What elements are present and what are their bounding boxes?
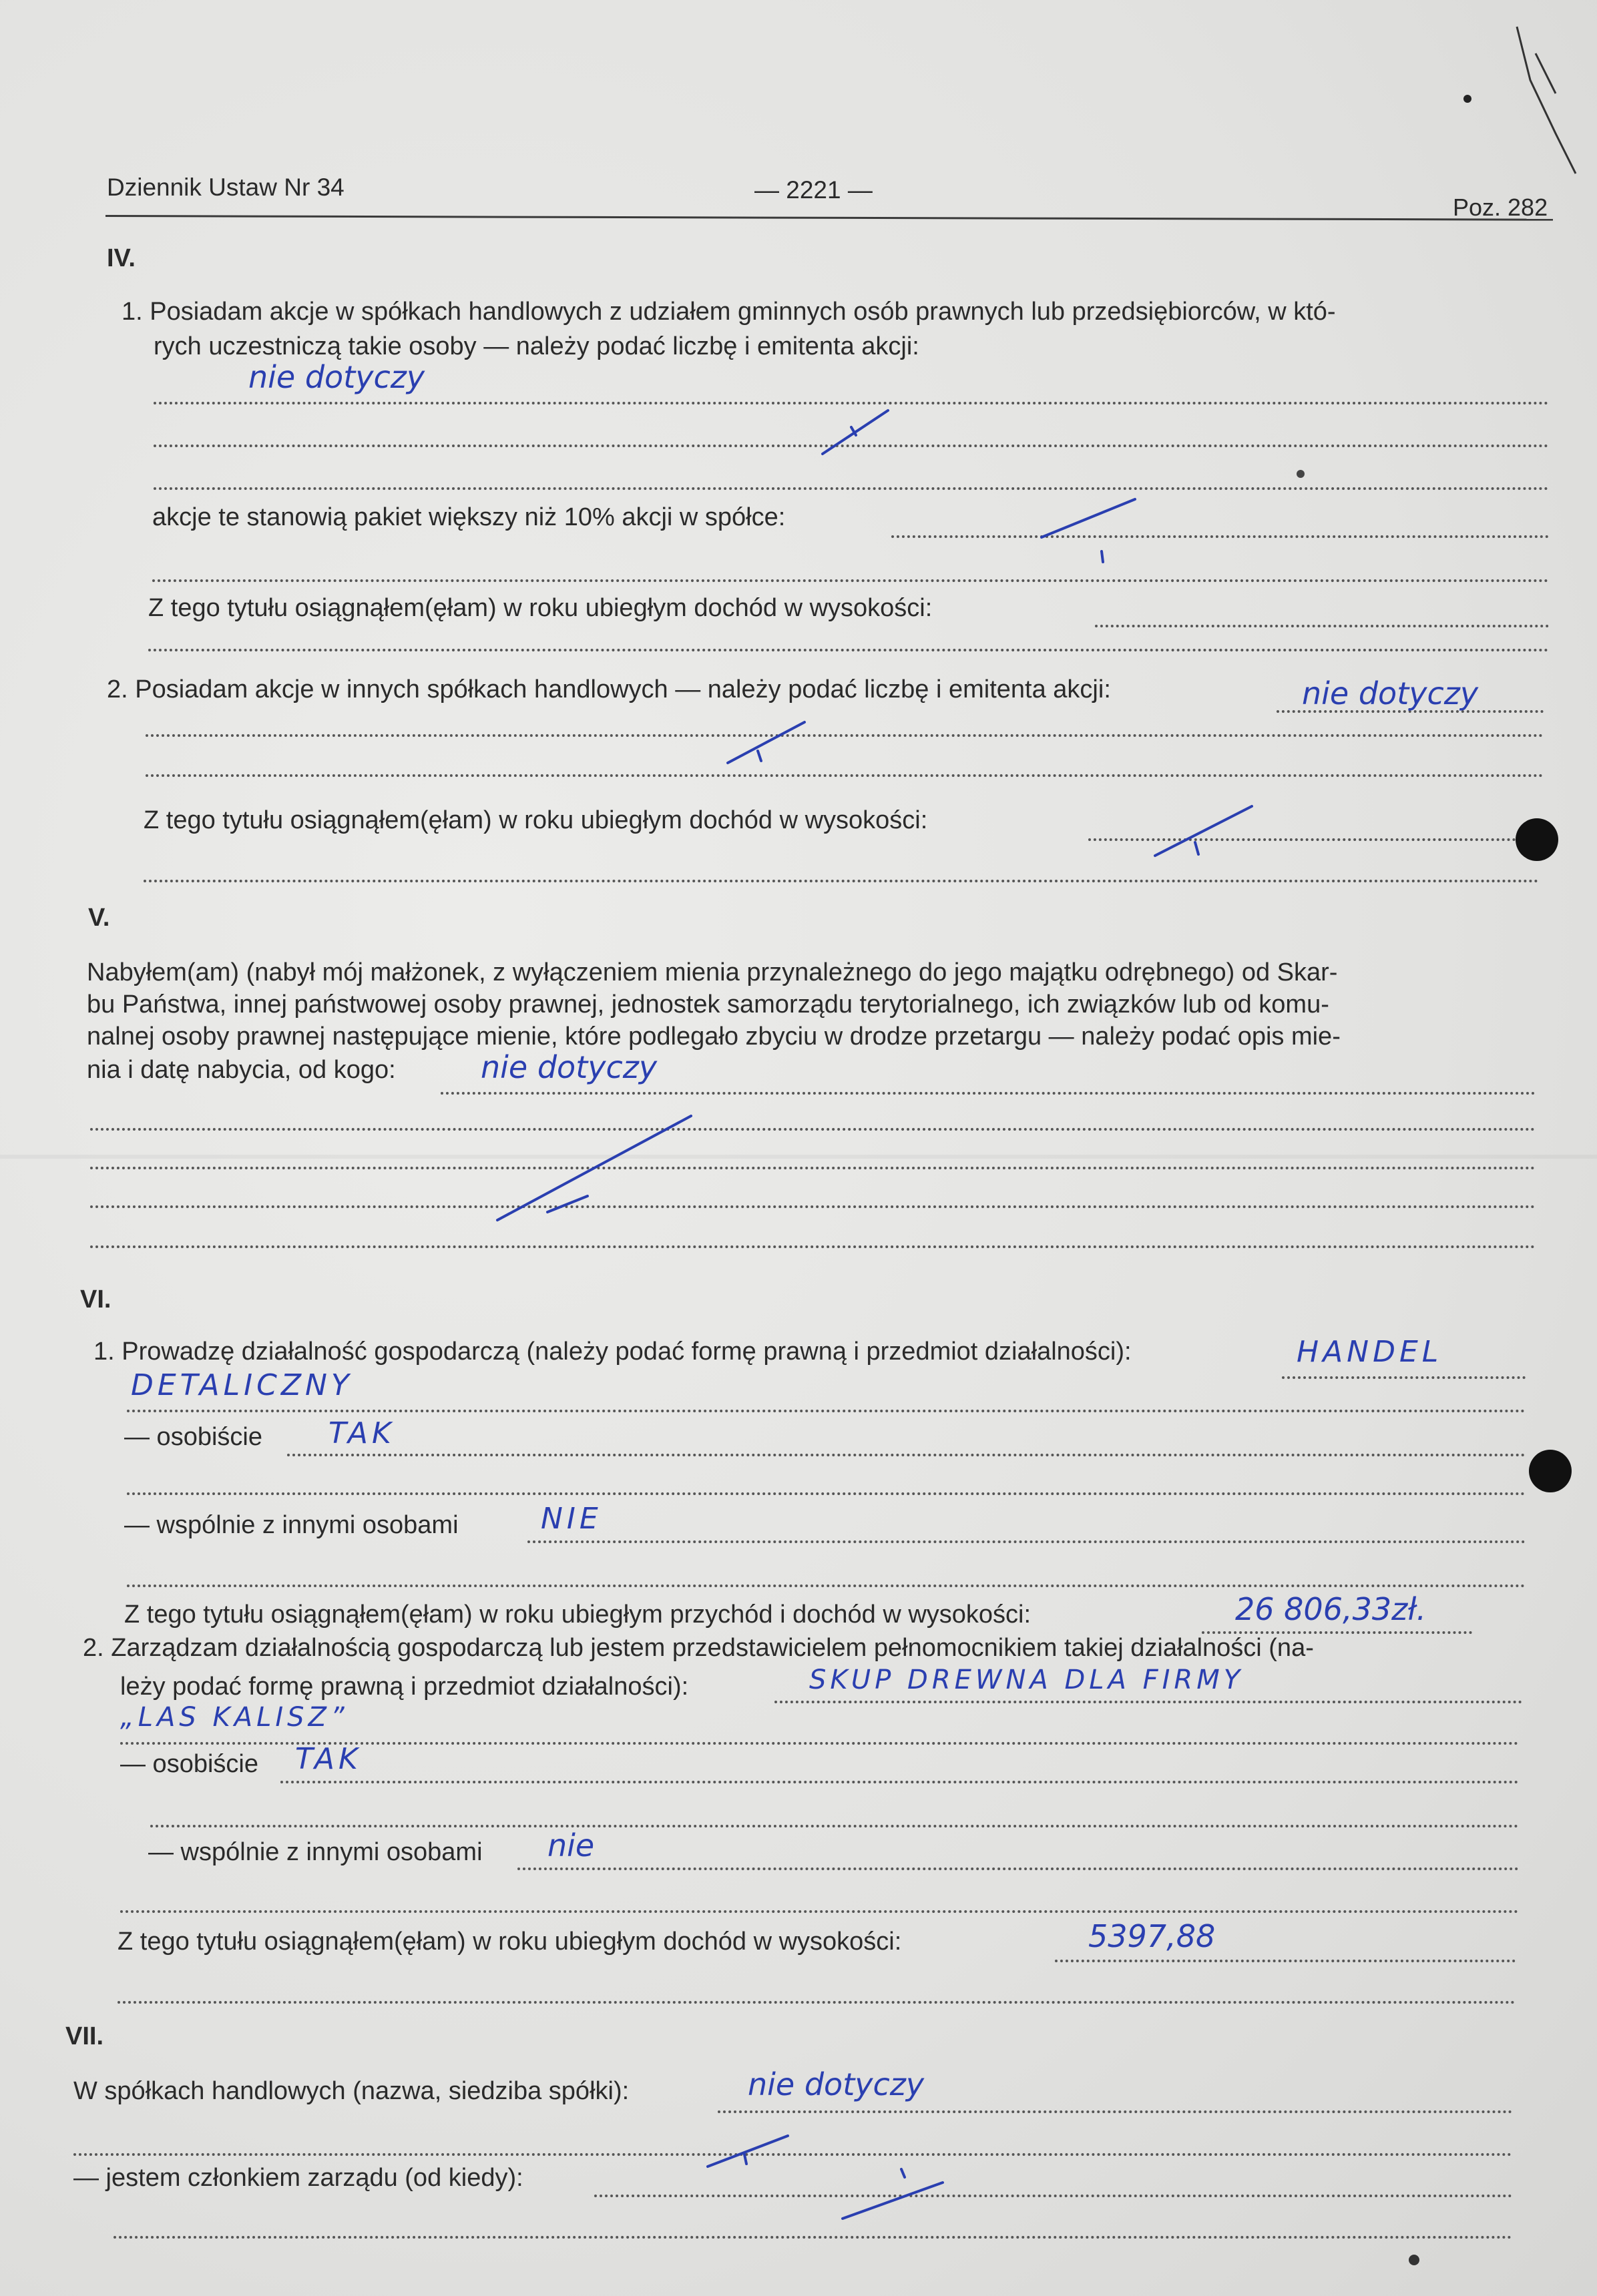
vi-personally2-answer: TAK bbox=[295, 1742, 362, 1776]
iv-item1-answer: nie dotyczy bbox=[248, 359, 425, 395]
vi-item1-answer-b: DETALICZNY bbox=[131, 1368, 353, 1402]
punch-hole bbox=[1529, 1450, 1572, 1492]
vii-companies-label: W spółkach handlowych (nazwa, siedziba spółki): bbox=[73, 2077, 630, 2105]
section-v-heading: V. bbox=[88, 904, 110, 932]
dotted-line bbox=[113, 2236, 1512, 2239]
dotted-line bbox=[146, 734, 1544, 737]
dotted-line bbox=[90, 1205, 1536, 1208]
dotted-line bbox=[1282, 1376, 1526, 1379]
iv-item1-line2: rych uczestniczą takie osoby — należy podać liczbę i emitenta akcji: bbox=[154, 332, 919, 360]
vi-jointly2-label: — wspólnie z innymi osobami bbox=[148, 1838, 483, 1866]
iv-income1-label: Z tego tytułu osiągnąłem(ęłam) w roku ubiegłym dochód w wysokości: bbox=[148, 594, 933, 622]
dotted-line bbox=[154, 445, 1549, 447]
iv-item2-label: 2. Posiadam akcje w innych spółkach handlowych — należy podać liczbę i emitenta akcji: bbox=[107, 675, 1111, 703]
section-vii-heading: VII. bbox=[65, 2022, 104, 2050]
iv-item2-answer: nie dotyczy bbox=[1302, 675, 1479, 711]
dotted-line bbox=[90, 1167, 1536, 1169]
dotted-line bbox=[148, 649, 1549, 651]
punch-hole bbox=[1516, 818, 1558, 861]
header-rule bbox=[105, 215, 1553, 221]
dotted-line bbox=[127, 1585, 1526, 1587]
dotted-line bbox=[718, 2110, 1512, 2113]
dotted-line bbox=[152, 579, 1549, 582]
dotted-line bbox=[144, 880, 1539, 882]
dotted-line bbox=[154, 487, 1549, 490]
dotted-line bbox=[287, 1454, 1526, 1456]
v-line3: nalnej osoby prawnej następujące mienie, które podlegało zbyciu w drodze przetargu — należy podać opis mie- bbox=[87, 1023, 1341, 1051]
vi-item2-line1: 2. Zarządzam działalnością gospodarczą lub jestem przedstawicielem pełnomocnikiem takiej działalności (na- bbox=[83, 1634, 1314, 1662]
vii-board-label: — jestem członkiem zarządu (od kiedy): bbox=[73, 2164, 523, 2192]
v-line1: Nabyłem(am) (nabył mój małżonek, z wyłączeniem mienia przynależnego do jego majątku odrębnego) od Skar- bbox=[87, 958, 1338, 986]
page-number: — 2221 — bbox=[754, 176, 873, 204]
dotted-line bbox=[73, 2153, 1512, 2156]
v-line4: nia i datę nabycia, od kogo: bbox=[87, 1056, 396, 1084]
dotted-line bbox=[90, 1245, 1536, 1248]
dotted-line bbox=[146, 774, 1544, 777]
dotted-line bbox=[1088, 838, 1542, 841]
vi-personally-label: — osobiście bbox=[124, 1423, 262, 1451]
dotted-line bbox=[120, 1910, 1519, 1913]
journal-title: Dziennik Ustaw Nr 34 bbox=[107, 174, 345, 201]
dotted-line bbox=[280, 1781, 1519, 1783]
dotted-line bbox=[127, 1410, 1526, 1412]
vi-jointly-answer: NIE bbox=[541, 1502, 602, 1536]
vi-revenue-answer: 26 806,33zł. bbox=[1235, 1591, 1427, 1627]
dotted-line bbox=[517, 1868, 1519, 1870]
v-answer: nie dotyczy bbox=[481, 1049, 658, 1085]
vi-income-answer: 5397,88 bbox=[1088, 1918, 1216, 1954]
dotted-line bbox=[1095, 625, 1549, 627]
dotted-line bbox=[594, 2195, 1512, 2197]
vi-jointly-label: — wspólnie z innymi osobami bbox=[124, 1511, 459, 1539]
vi-revenue-label: Z tego tytułu osiągnąłem(ęłam) w roku ubiegłym przychód i dochód w wysokości: bbox=[124, 1601, 1032, 1629]
vi-item2-line2: leży podać formę prawną i przedmiot działalności): bbox=[120, 1673, 689, 1701]
section-iv-heading: IV. bbox=[107, 244, 136, 272]
vi-item1-answer-a: HANDEL bbox=[1297, 1335, 1443, 1369]
dotted-line bbox=[127, 1492, 1526, 1495]
dotted-line bbox=[150, 1825, 1519, 1827]
section-vi-heading: VI. bbox=[80, 1285, 111, 1314]
vi-jointly2-answer: nie bbox=[547, 1827, 595, 1863]
dotted-line bbox=[90, 1128, 1536, 1131]
dotted-line bbox=[441, 1092, 1536, 1095]
iv-item1-line1: 1. Posiadam akcje w spółkach handlowych z udziałem gminnych osób prawnych lub przedsiębiorców, w któ- bbox=[122, 298, 1336, 326]
dotted-line bbox=[891, 535, 1549, 538]
vii-companies-answer: nie dotyczy bbox=[748, 2066, 925, 2102]
dotted-line bbox=[154, 402, 1549, 404]
iv-package-label: akcje te stanowią pakiet większy niż 10% akcji w spółce: bbox=[152, 503, 786, 531]
dotted-line bbox=[1055, 1960, 1516, 1962]
dotted-line bbox=[527, 1540, 1526, 1543]
vi-personally2-label: — osobiście bbox=[120, 1750, 258, 1778]
vi-item2-answer-a: SKUP DREWNA DLA FIRMY bbox=[809, 1665, 1244, 1695]
vi-item2-answer-b: „LAS KALISZ” bbox=[120, 1702, 349, 1733]
vi-item1-label: 1. Prowadzę działalność gospodarczą (należy podać formę prawną i przedmiot działalności): bbox=[93, 1338, 1132, 1366]
dotted-line bbox=[118, 2001, 1516, 2004]
iv-income2-label: Z tego tytułu osiągnąłem(ęłam) w roku ubiegłym dochód w wysokości: bbox=[144, 806, 928, 834]
paper-fold bbox=[0, 1155, 1597, 1159]
dotted-line bbox=[774, 1701, 1522, 1703]
position-number: Poz. 282 bbox=[1453, 194, 1548, 221]
vi-personally-answer: TAK bbox=[328, 1416, 395, 1450]
v-line2: bu Państwa, innej państwowej osoby prawnej, jednostek samorządu terytorialnego, ich związków lub od komu- bbox=[87, 990, 1329, 1019]
vi-income-label: Z tego tytułu osiągnąłem(ęłam) w roku ubiegłym dochód w wysokości: bbox=[118, 1928, 902, 1956]
